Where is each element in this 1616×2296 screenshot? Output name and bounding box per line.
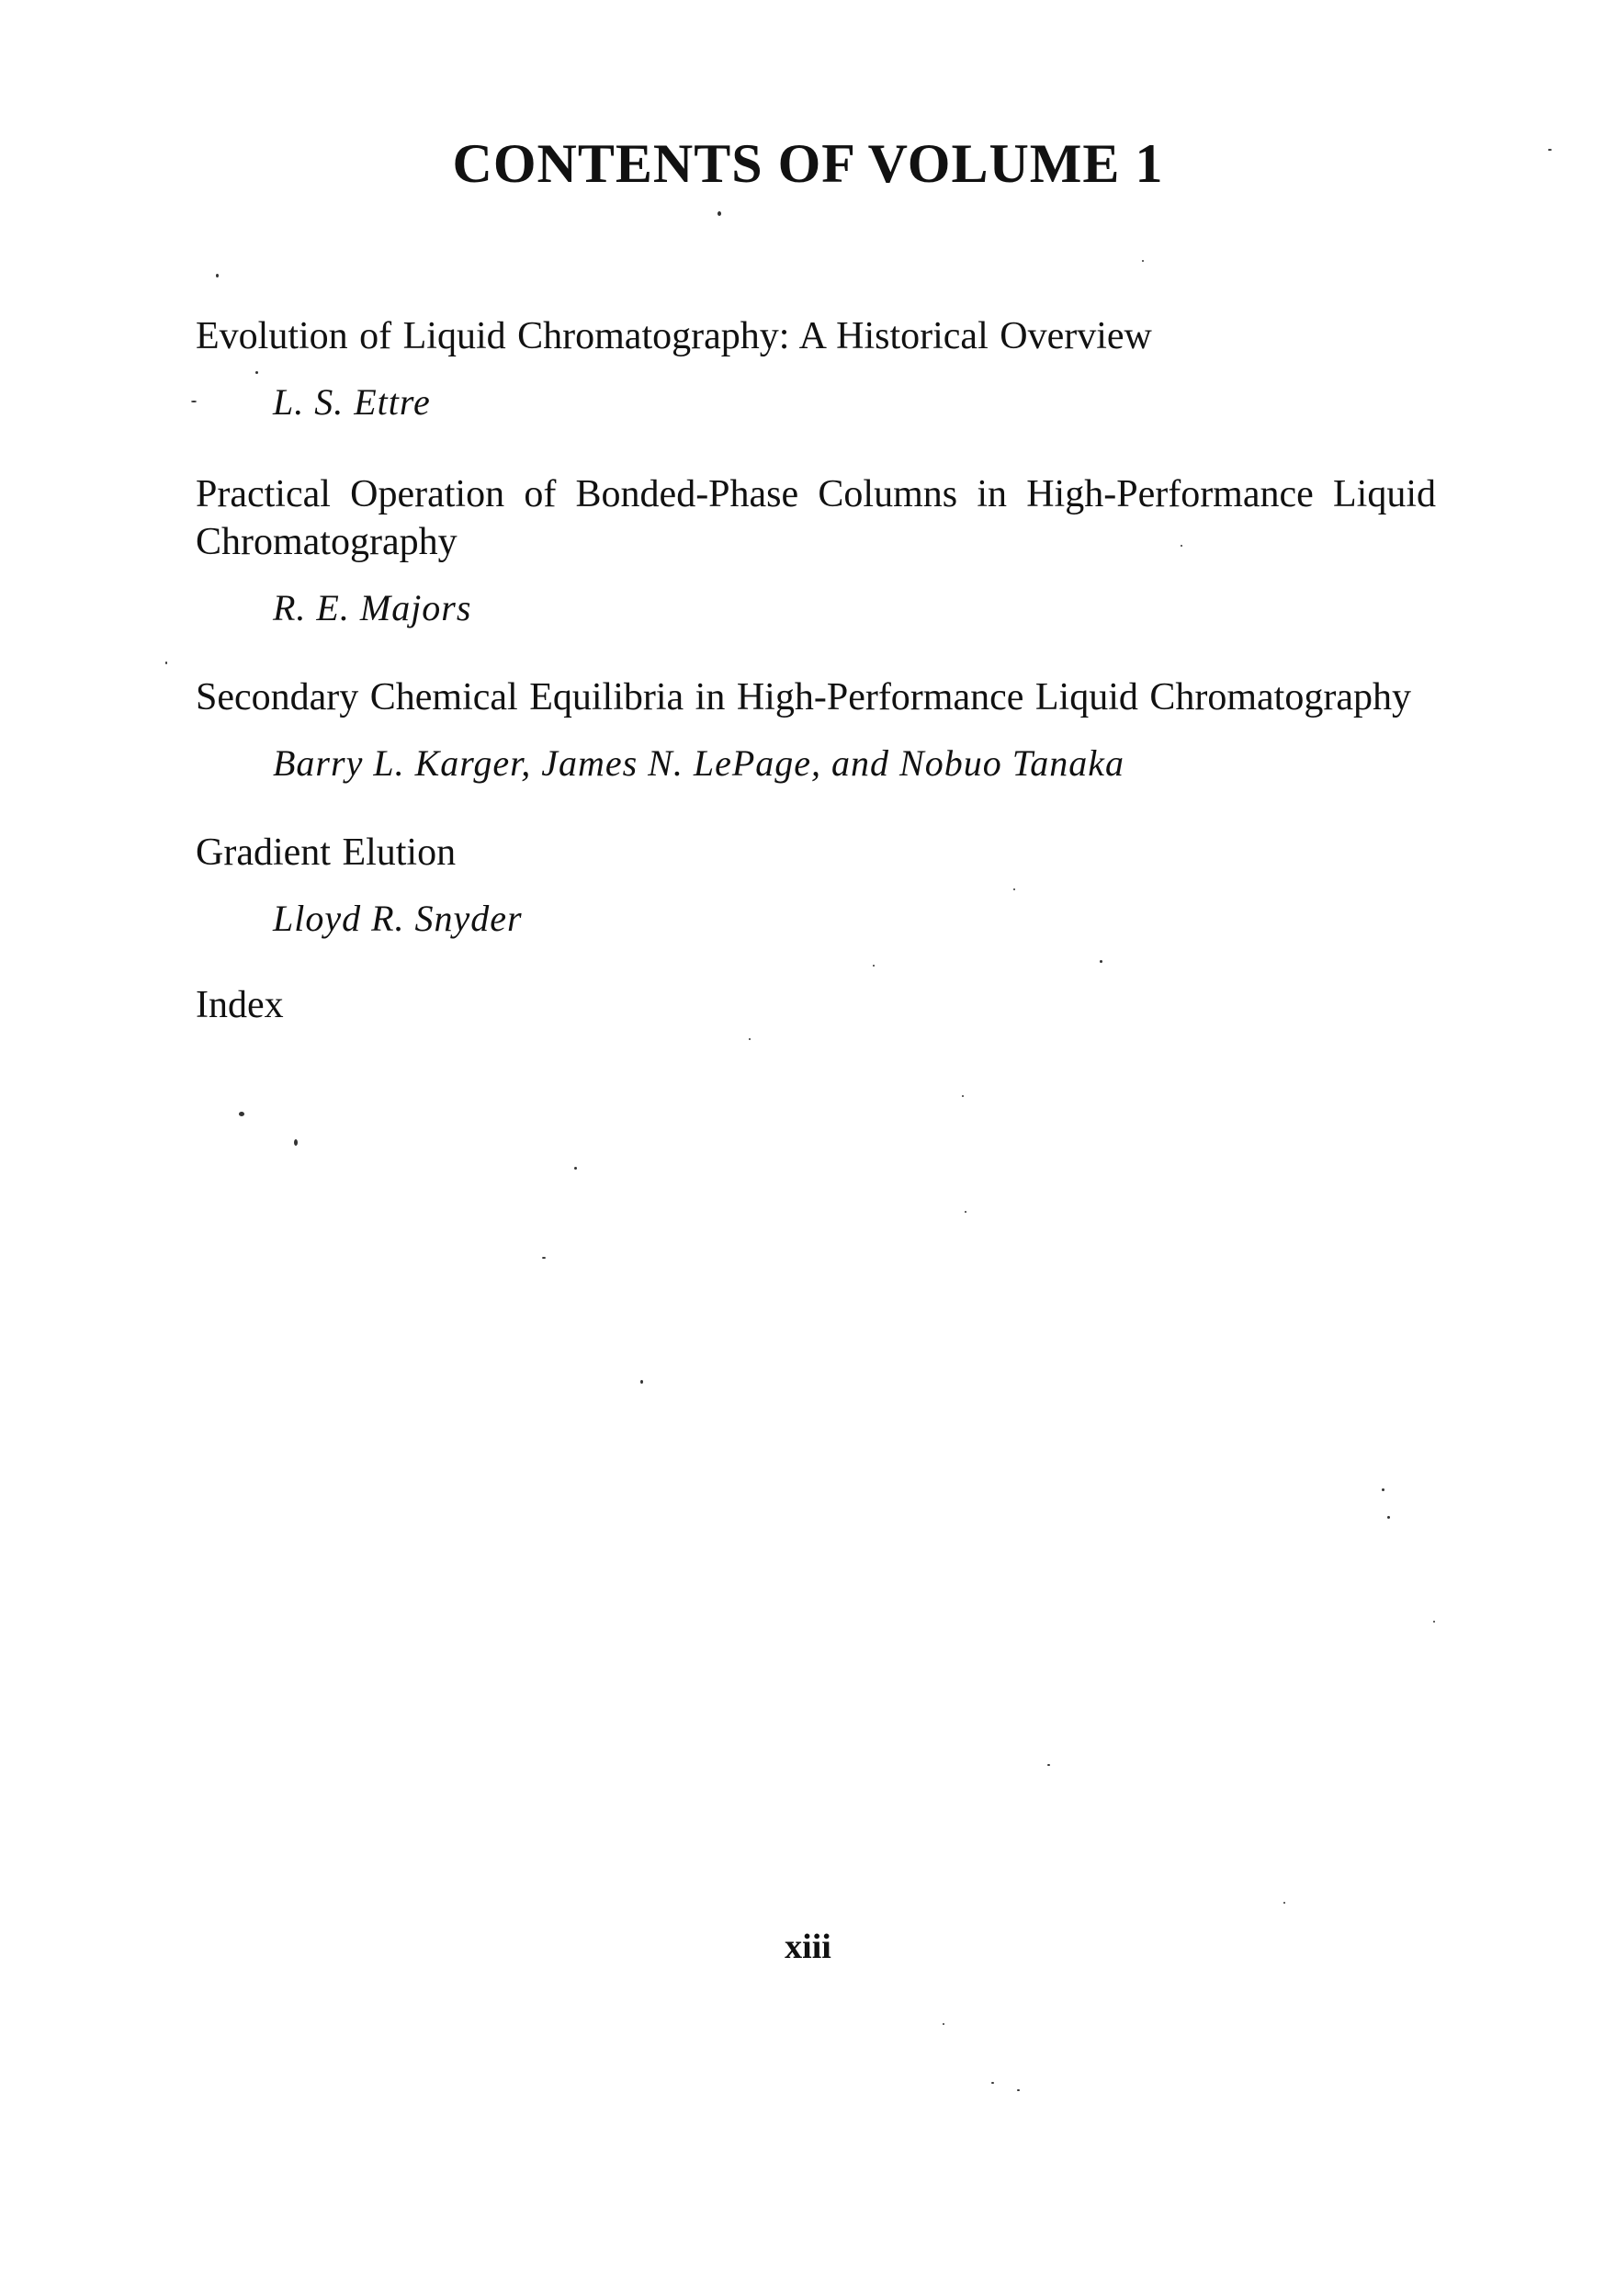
chapter-title: Secondary Chemical Equilibria in High-Performance Liquid Chromatography	[196, 676, 1411, 718]
scan-speck	[1382, 1488, 1384, 1491]
contents-entry	[196, 981, 1436, 1029]
page-number: xiii	[785, 1928, 831, 1966]
chapter-title: Evolution of Liquid Chromatography: A Historical Overview	[196, 315, 1152, 357]
scan-speck	[1100, 960, 1102, 963]
chapter-authors: R. E. Majors	[273, 587, 472, 628]
scan-speck	[1047, 1764, 1050, 1766]
scan-speck	[191, 401, 197, 402]
scan-speck	[1548, 149, 1552, 151]
scan-speck	[965, 1211, 966, 1213]
contents-entry	[196, 673, 1436, 787]
contents-entry	[196, 829, 1436, 943]
chapter-authors: Lloyd R. Snyder	[273, 898, 523, 939]
chapter-title: Practical Operation of Bonded-Phase Columns in High-Performance Liquid Chromatography	[196, 473, 1436, 563]
scan-speck	[542, 1257, 546, 1259]
chapter-authors: Barry L. Karger, James N. LePage, and Nobuo Tanaka	[273, 742, 1125, 784]
index-title: Index	[196, 984, 284, 1026]
chapter-title: Gradient Elution	[196, 831, 457, 874]
scan-speck	[239, 1112, 244, 1116]
scan-speck	[1433, 1621, 1435, 1623]
contents-entry	[196, 470, 1436, 632]
scan-speck	[718, 211, 721, 216]
scan-speck	[640, 1380, 643, 1384]
page-title: CONTENTS OF VOLUME 1	[452, 133, 1164, 194]
scan-speck	[165, 662, 167, 664]
scan-speck	[943, 2023, 944, 2025]
chapter-authors: L. S. Ettre	[273, 381, 431, 423]
scan-speck	[749, 1038, 751, 1040]
scan-speck	[1142, 260, 1144, 262]
scan-speck	[1181, 545, 1182, 547]
scan-speck	[574, 1167, 577, 1170]
scan-speck	[1387, 1516, 1390, 1519]
scan-speck	[1283, 1902, 1285, 1904]
scan-speck	[216, 274, 219, 277]
scan-speck	[962, 1095, 964, 1097]
scan-speck	[1017, 2089, 1020, 2091]
scan-speck	[1013, 888, 1015, 890]
scan-speck	[255, 371, 258, 374]
scan-speck	[991, 2082, 994, 2084]
contents-list	[196, 312, 1436, 1029]
contents-entry	[196, 312, 1436, 426]
scan-speck	[873, 965, 875, 967]
scan-speck	[294, 1139, 298, 1146]
